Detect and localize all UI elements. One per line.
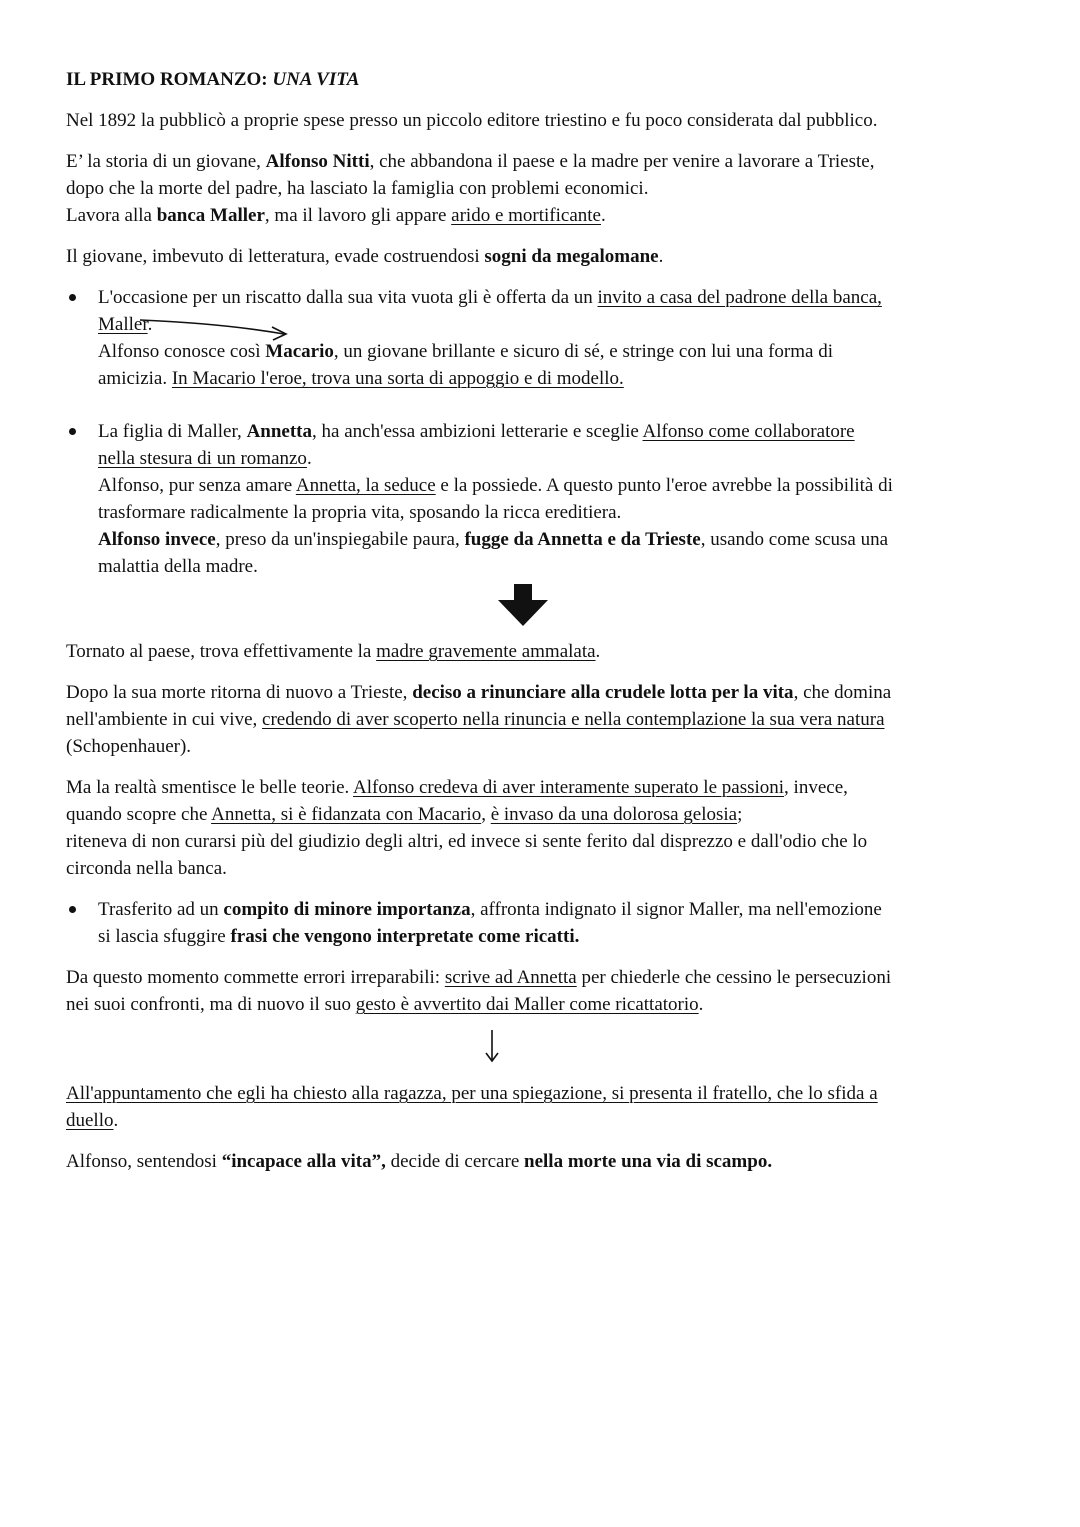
paragraph-return bbox=[66, 638, 1026, 665]
text-run: . bbox=[698, 994, 704, 1015]
title-text: IL PRIMO ROMANZO: bbox=[66, 69, 273, 90]
thin-down-arrow-icon bbox=[482, 1026, 502, 1066]
text-run: frasi che vengono interpretate come ricatti. bbox=[230, 926, 580, 947]
text-run: Annetta bbox=[246, 421, 313, 442]
text-run: Tornato al paese, trova effettivamente la bbox=[66, 641, 377, 662]
text-line bbox=[98, 445, 1026, 472]
text-run: . bbox=[113, 1110, 119, 1131]
text-run: Dopo la sua morte ritorna di nuovo a Trieste, bbox=[66, 682, 413, 703]
text-run: Alfonso invece bbox=[98, 529, 216, 550]
text-run: La figlia di Maller, bbox=[98, 421, 247, 442]
text-run: banca Maller bbox=[156, 205, 265, 226]
text-run: nella morte una via di scampo. bbox=[524, 1151, 773, 1172]
text-run: Annetta, si è fidanzata con Macario bbox=[211, 804, 482, 825]
text-run: , ma il lavoro gli appare bbox=[264, 205, 452, 226]
text-line bbox=[98, 418, 1026, 445]
text-run: All'appuntamento che egli ha chiesto alla ragazza, per una spiegazione, si presenta il fratello, che lo sfida a bbox=[66, 1083, 878, 1104]
bullet-dot bbox=[69, 428, 76, 435]
text-run: invito a casa del padrone della banca, bbox=[597, 287, 882, 308]
text-run: , un giovane brillante e sicuro di sé, e stringe con lui una forma di bbox=[333, 341, 833, 362]
document-page bbox=[66, 66, 1026, 1189]
text-run: circonda nella banca. bbox=[66, 858, 227, 879]
text-run: Annetta, la seduce bbox=[295, 475, 436, 496]
paragraph-reality bbox=[66, 774, 1026, 882]
text-run: Alfonso conosce così bbox=[98, 341, 266, 362]
title-italic-text: UNA VITA bbox=[272, 69, 360, 90]
paragraph-duel bbox=[66, 1080, 1026, 1134]
text-run: , usando come scusa una bbox=[700, 529, 889, 550]
text-run: . bbox=[595, 641, 601, 662]
text-run: e la possiede. A questo punto l'eroe avrebbe la possibilità di bbox=[435, 475, 893, 496]
text-run: , preso da un'inspiegabile paura, bbox=[215, 529, 465, 550]
text-run: nell'ambiente in cui vive, bbox=[66, 709, 263, 730]
text-run: In Macario l'eroe, trova una sorta di appoggio e di modello. bbox=[171, 368, 624, 389]
text-line bbox=[98, 896, 1026, 923]
text-line bbox=[98, 284, 1026, 311]
text-run: Lavora alla bbox=[66, 205, 157, 226]
text-run: Macario bbox=[265, 341, 334, 362]
text-run: L'occasione per un riscatto dalla sua vita vuota gli è offerta da un bbox=[98, 287, 598, 308]
paragraph-errors bbox=[66, 964, 1026, 1018]
paragraph-publication: Nel 1892 la pubblicò a proprie spese presso un piccolo editore triestino e fu poco considerata dal pubblico. bbox=[66, 110, 878, 131]
text-run: , bbox=[481, 804, 491, 825]
text-run: Alfonso, pur senza amare bbox=[98, 475, 296, 496]
text-run: credendo di aver scoperto nella rinuncia e nella contemplazione la sua vera natura bbox=[262, 709, 885, 730]
bullet-macario bbox=[66, 284, 1026, 392]
text-run: madre gravemente ammalata bbox=[376, 641, 596, 662]
text-run: malattia della madre. bbox=[98, 556, 258, 577]
text-run: è invaso da una dolorosa gelosia bbox=[490, 804, 738, 825]
text-line bbox=[98, 553, 1026, 580]
text-run: , ha anch'essa ambizioni letterarie e sceglie bbox=[312, 421, 643, 442]
text-run: quando scopre che bbox=[66, 804, 212, 825]
text-run: amicizia. bbox=[98, 368, 172, 389]
big-down-arrow bbox=[66, 584, 1026, 630]
text-run: Maller bbox=[98, 314, 148, 335]
text-run: Alfonso credeva di aver interamente superato le passioni bbox=[353, 777, 785, 798]
text-run: duello bbox=[66, 1110, 114, 1131]
text-line bbox=[98, 472, 1026, 499]
paragraph-ending bbox=[66, 1148, 1026, 1175]
text-run: . bbox=[147, 314, 153, 335]
text-run: nella stesura di un romanzo bbox=[98, 448, 307, 469]
text-run: si lascia sfuggire bbox=[98, 926, 231, 947]
paragraph-story bbox=[66, 148, 1026, 229]
bullet-transfer bbox=[66, 896, 1026, 950]
text-run: E’ la storia di un giovane, bbox=[66, 151, 266, 172]
text-run: Il giovane, imbevuto di letteratura, evade costruendosi bbox=[66, 246, 485, 267]
text-run: fugge da Annetta e da Trieste bbox=[464, 529, 701, 550]
text-run: Trasferito ad un bbox=[98, 899, 224, 920]
down-arrow-icon bbox=[498, 584, 548, 628]
text-run: (Schopenhauer). bbox=[66, 736, 192, 757]
text-run: riteneva di non curarsi più del giudizio degli altri, ed invece si sente ferito dal disprezzo e dall'odio che lo bbox=[66, 831, 868, 852]
handdrawn-arrow-icon bbox=[138, 314, 298, 354]
text-line bbox=[98, 526, 1026, 553]
text-line bbox=[98, 923, 1026, 950]
text-line bbox=[98, 365, 1026, 392]
text-run: , invece, bbox=[784, 777, 848, 798]
text-run: . bbox=[658, 246, 664, 267]
paragraph-renunciation bbox=[66, 679, 1026, 760]
text-run: Alfonso, sentendosi bbox=[66, 1151, 222, 1172]
text-run: gesto è avvertito dai Maller come ricattatorio bbox=[355, 994, 699, 1015]
text-run: Alfonso come collaboratore bbox=[642, 421, 855, 442]
text-run: Ma la realtà smentisce le belle teorie. bbox=[66, 777, 353, 798]
text-run: Alfonso Nitti bbox=[265, 151, 370, 172]
text-run: . bbox=[306, 448, 312, 469]
bullet-annetta bbox=[66, 418, 1026, 580]
text-run: nei suoi confronti, ma di nuovo il suo bbox=[66, 994, 356, 1015]
text-run: Da questo momento commette errori irreparabili: bbox=[66, 967, 445, 988]
bullet-dot bbox=[69, 906, 76, 913]
text-run: decide di cercare bbox=[385, 1151, 525, 1172]
text-run: scrive ad Annetta bbox=[444, 967, 577, 988]
text-run: , affronta indignato il signor Maller, ma nell'emozione bbox=[470, 899, 882, 920]
text-run: trasformare radicalmente la propria vita, sposando la ricca ereditiera. bbox=[98, 502, 622, 523]
section-title bbox=[66, 66, 1026, 93]
text-run: sogni da megalomane bbox=[484, 246, 659, 267]
text-run: ; bbox=[737, 804, 743, 825]
text-run: deciso a rinunciare alla crudele lotta per la vita bbox=[412, 682, 794, 703]
paragraph-dreams bbox=[66, 243, 1026, 270]
text-run: dopo che la morte del padre, ha lasciato la famiglia con problemi economici. bbox=[66, 178, 649, 199]
text-run: “incapace alla vita”, bbox=[221, 1151, 386, 1172]
text-run: . bbox=[601, 205, 606, 226]
small-down-arrow bbox=[66, 1026, 1026, 1074]
text-run: , che domina bbox=[793, 682, 892, 703]
text-run: , che abbandona il paese e la madre per venire a lavorare a Trieste, bbox=[369, 151, 875, 172]
text-run: arido e mortificante bbox=[451, 205, 601, 226]
text-line bbox=[98, 499, 1026, 526]
text-run: per chiederle che cessino le persecuzioni bbox=[576, 967, 892, 988]
text-run: compito di minore importanza bbox=[223, 899, 471, 920]
bullet-dot bbox=[69, 294, 76, 301]
